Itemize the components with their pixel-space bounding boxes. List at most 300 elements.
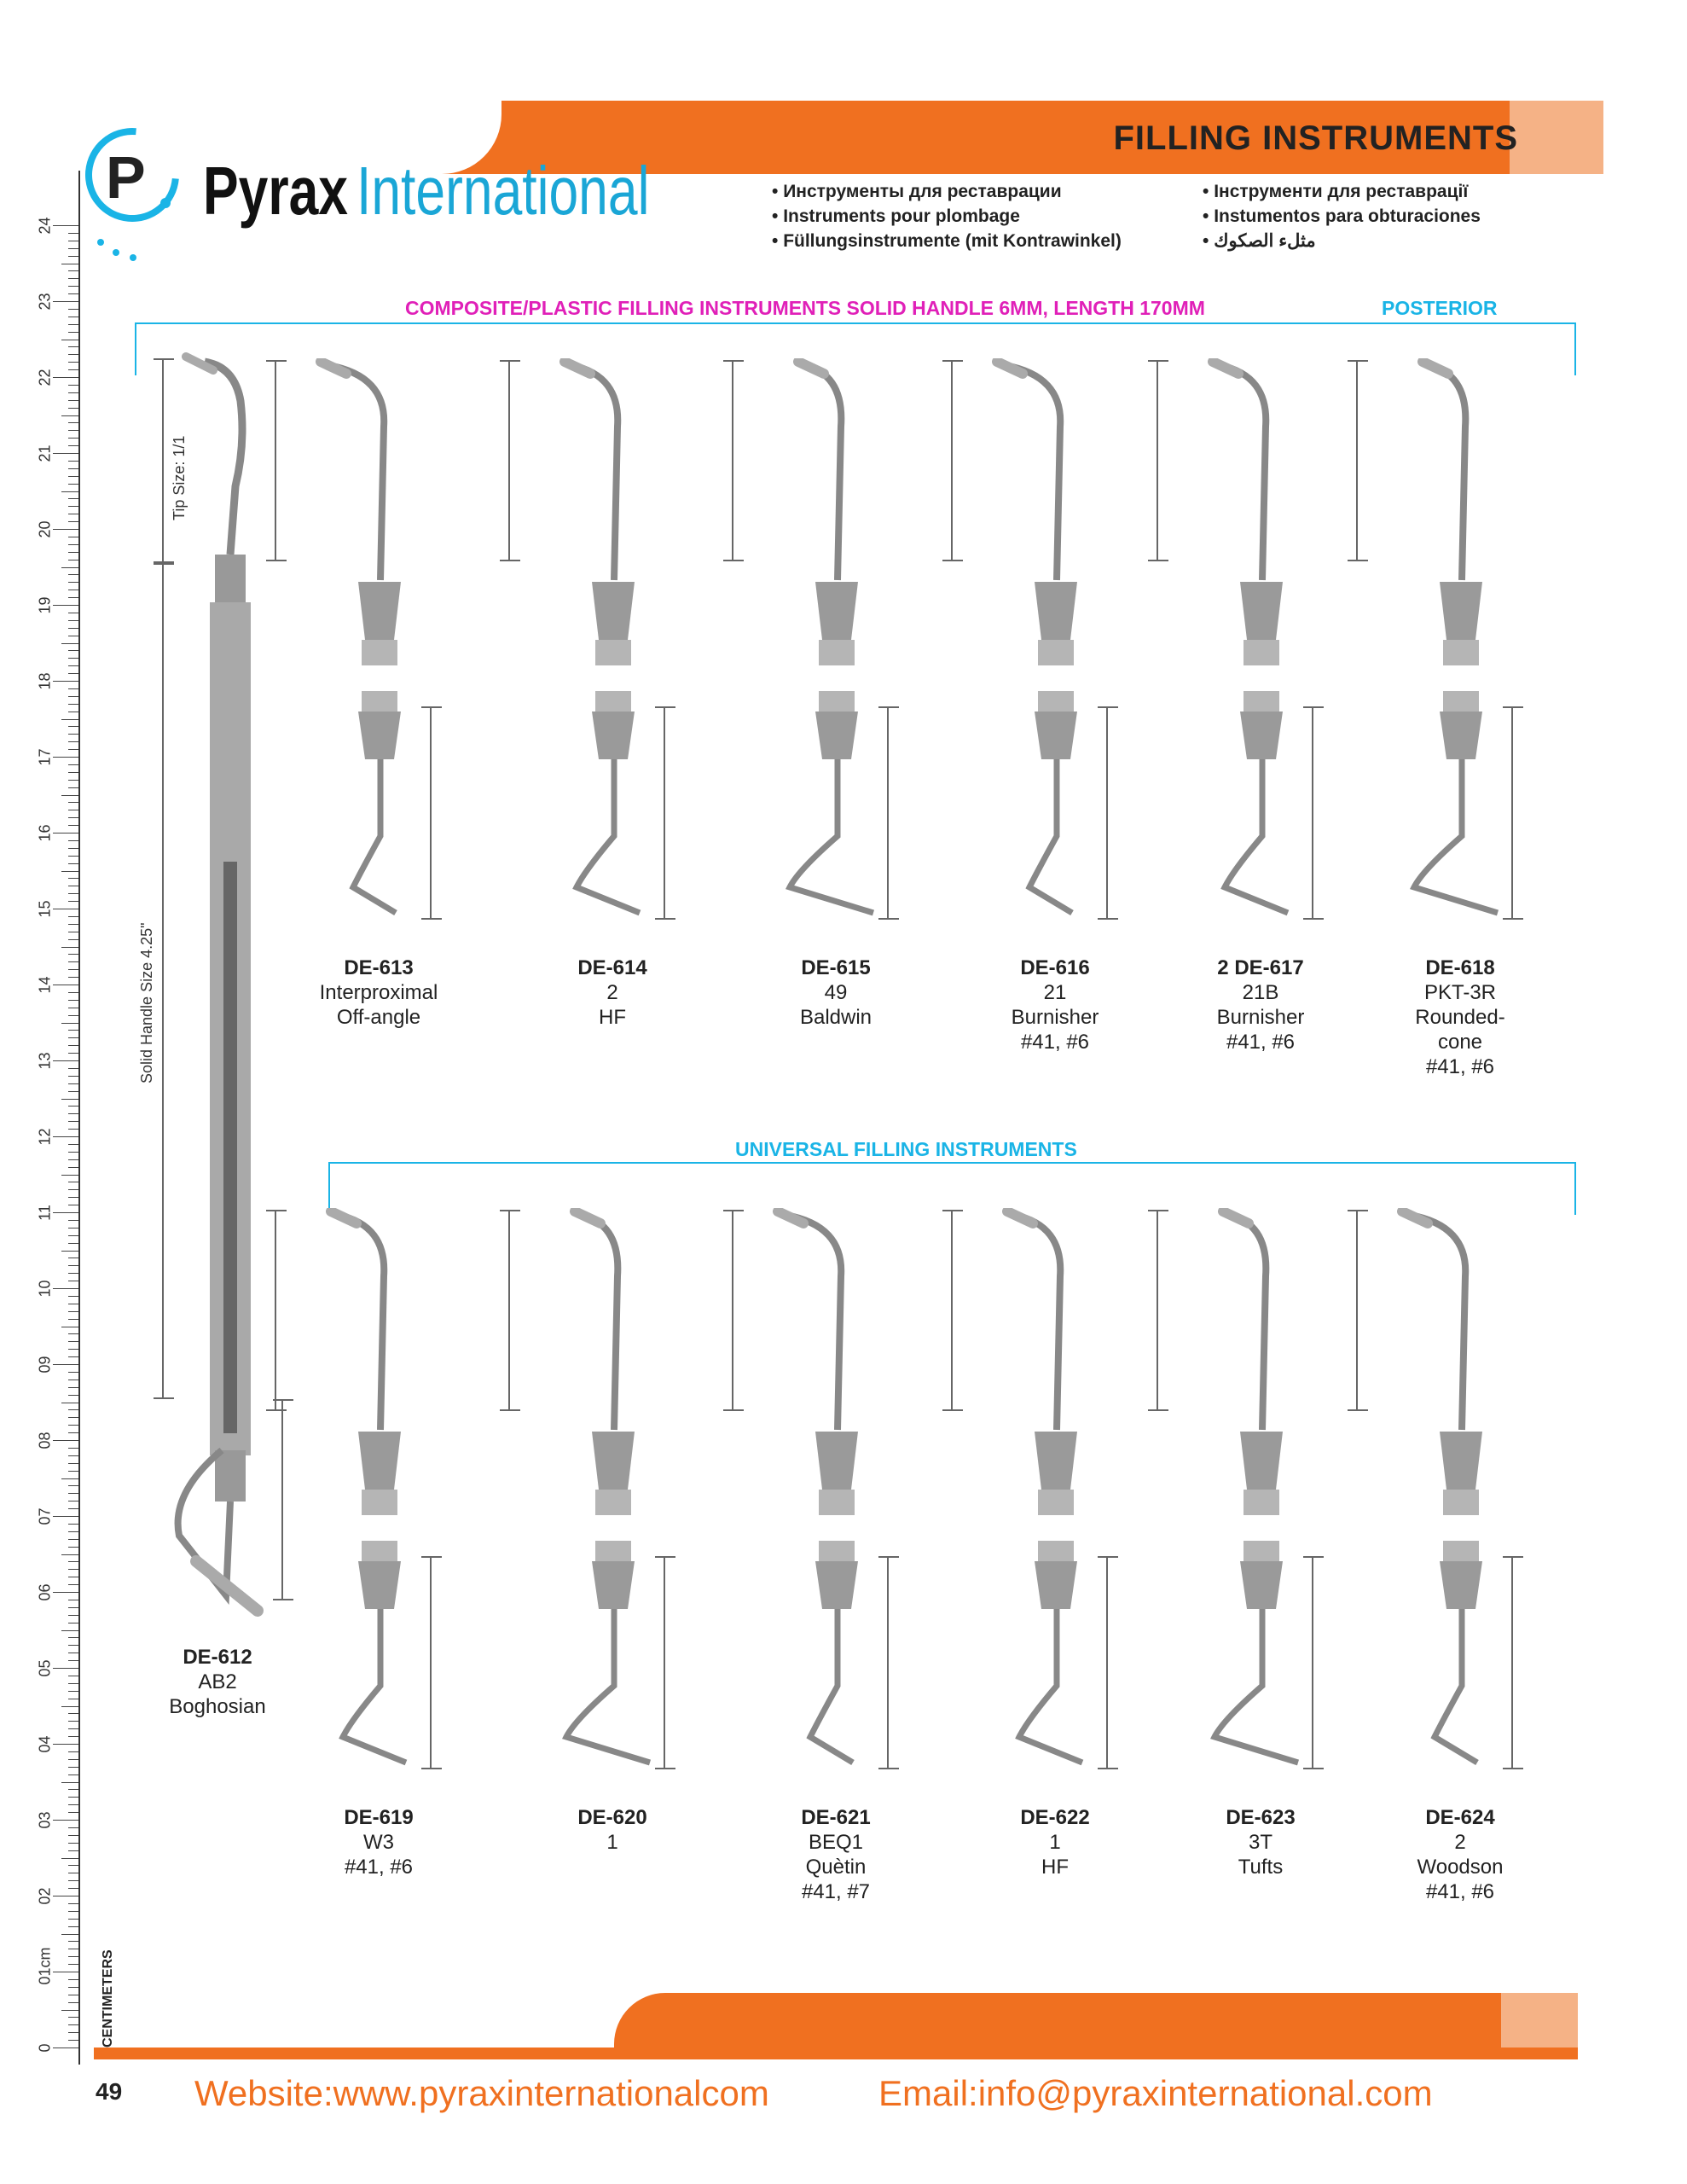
ruler-tick	[68, 2017, 78, 2018]
ruler-tick	[68, 1835, 78, 1836]
ruler-tick	[68, 1804, 78, 1805]
ruler-tick	[61, 871, 78, 872]
ruler-tick	[68, 1068, 78, 1069]
ruler-tick	[53, 377, 78, 378]
ruler-tick	[68, 476, 78, 477]
ruler-tick	[68, 1015, 78, 1016]
ruler-tick	[61, 1858, 78, 1859]
footer-stripe	[94, 2048, 1578, 2059]
logo-dot-icon	[97, 239, 104, 246]
instrument-part	[362, 1490, 397, 1515]
instrument-part	[819, 640, 855, 665]
caption-line: Rounded-	[1415, 1006, 1505, 1029]
ruler-tick	[61, 947, 78, 948]
ruler-tick	[68, 939, 78, 940]
instrument-caption	[970, 956, 1140, 1054]
ruler-tick	[68, 1091, 78, 1092]
logo-dot-icon	[130, 254, 136, 261]
tip-dimension-marker	[508, 360, 510, 561]
ruler-tick	[68, 1273, 78, 1274]
instrument-image	[978, 1208, 1132, 1771]
ruler-tick	[53, 1136, 78, 1137]
ruler-tick	[68, 362, 78, 363]
ruler-tick	[53, 1212, 78, 1213]
instrument-code: DE-622	[1020, 1806, 1090, 1829]
instrument-part	[1038, 1541, 1074, 1561]
instrument-part	[810, 1609, 853, 1763]
instrument-part	[1440, 1432, 1482, 1490]
instrument-part	[362, 640, 397, 665]
instrument-part	[592, 1432, 635, 1490]
ruler-tick	[68, 1607, 78, 1608]
instrument-part	[592, 582, 635, 640]
instrument-part	[1213, 362, 1238, 374]
instrument-part	[1440, 582, 1482, 640]
caption-line: #41, #6	[344, 1856, 414, 1879]
ruler-tick	[68, 574, 78, 575]
ruler-tick	[68, 1728, 78, 1729]
ruler-tick	[68, 552, 78, 553]
ruler-tick	[53, 1060, 78, 1061]
instrument-part	[1230, 1215, 1266, 1430]
ruler-number: 15	[36, 900, 54, 918]
ruler-number: 12	[36, 1128, 54, 1146]
ruler-number: 18	[36, 672, 54, 690]
tip-dimension-marker	[732, 360, 733, 561]
instrument-caption	[1175, 1805, 1346, 1879]
email-link[interactable]: Email:info@pyraxinternational.com	[878, 2073, 1433, 2113]
instrument-part	[1019, 1609, 1082, 1763]
ruler-tick	[68, 1349, 78, 1350]
ruler-tick	[53, 1440, 78, 1441]
caption-line: 3T	[1248, 1831, 1272, 1854]
instrument-part	[790, 759, 873, 913]
ruler-tick	[68, 1333, 78, 1334]
caption-line: 1	[1049, 1831, 1061, 1854]
instrument-caption	[293, 956, 464, 1030]
ruler-tick	[68, 422, 78, 423]
instrument-caption	[1375, 956, 1545, 1079]
ruler-tick	[68, 1759, 78, 1760]
instrument-part	[798, 362, 824, 374]
instrument-image	[536, 358, 689, 921]
ruler-tick	[68, 278, 78, 279]
ruler-number: 05	[36, 1659, 54, 1677]
tip-dimension-marker	[1106, 1556, 1108, 1769]
ruler-tick	[68, 787, 78, 788]
ruler-tick	[68, 1395, 78, 1396]
instrument-part	[1244, 1490, 1279, 1515]
ruler-tick	[68, 248, 78, 249]
instrument-de-612-image	[145, 350, 281, 1621]
ruler-tick	[68, 2002, 78, 2003]
ruler-tick	[68, 1865, 78, 1866]
ruler-tick	[53, 1744, 78, 1745]
instrument-part	[1244, 640, 1279, 665]
ruler-tick	[68, 1409, 78, 1410]
instrument-part	[353, 759, 396, 913]
ruler-tick	[68, 1843, 78, 1844]
tip-size-label: Tip Size: 1/1	[171, 435, 188, 520]
ruler-tick	[68, 1561, 78, 1562]
ruler-number: 16	[36, 824, 54, 842]
instrument-part	[1240, 712, 1283, 759]
ruler-tick	[68, 825, 78, 826]
ruler-tick	[68, 582, 78, 583]
caption-line: #41, #7	[801, 1880, 871, 1903]
instrument-code: 2 DE-617	[1217, 956, 1304, 979]
ruler-tick	[68, 461, 78, 462]
instrument-part	[362, 1541, 397, 1561]
ruler-tick	[68, 1919, 78, 1920]
instrument-part	[566, 1609, 650, 1763]
ruler-number: 24	[36, 217, 54, 235]
instrument-part	[1443, 1541, 1479, 1561]
ruler-tick	[68, 1220, 78, 1221]
ruler-tick	[68, 1471, 78, 1472]
ruler-tick	[68, 924, 78, 925]
language-line: • Instumentos para obturaciones	[1203, 206, 1481, 226]
working-end-dimension-marker	[281, 1399, 283, 1600]
caption-line: 2	[1454, 1831, 1466, 1854]
caption-line: PKT-3R	[1423, 981, 1497, 1004]
ruler-tick	[68, 354, 78, 355]
caption-line: 49	[824, 981, 848, 1004]
tip-dimension-marker	[1157, 360, 1158, 561]
caption-line: W3	[363, 1831, 394, 1854]
ruler-tick	[68, 893, 78, 894]
instrument-code: DE-612	[183, 1646, 252, 1669]
ruler-tick	[68, 665, 78, 666]
ruler-tick	[68, 1053, 78, 1054]
caption-line: 1	[606, 1831, 618, 1854]
ruler-tick	[68, 969, 78, 970]
ruler-tick	[68, 1721, 78, 1722]
ruler-tick	[53, 1820, 78, 1821]
instrument-part	[1443, 640, 1479, 665]
instrument-part	[815, 1432, 858, 1490]
ruler-tick	[68, 1584, 78, 1585]
instrument-part	[595, 1490, 631, 1515]
ruler-tick	[68, 840, 78, 841]
tip-dimension-marker	[1356, 360, 1358, 561]
ruler-number: 14	[36, 976, 54, 994]
instrument-part	[595, 691, 631, 712]
website-link[interactable]: Website:www.pyraxinternationalcom	[194, 2073, 769, 2113]
instrument-caption	[527, 956, 698, 1030]
ruler-tick	[68, 848, 78, 849]
caption-line: Boghosian	[169, 1695, 266, 1718]
ruler-tick	[68, 1045, 78, 1046]
ruler-tick	[68, 1569, 78, 1570]
ruler-tick	[68, 628, 78, 629]
ruler-tick	[68, 1144, 78, 1145]
ruler-number: 04	[36, 1735, 54, 1753]
instrument-code: DE-618	[1425, 956, 1495, 979]
ruler-tick	[68, 1493, 78, 1494]
ruler-tick	[53, 301, 78, 302]
ruler-number: 06	[36, 1583, 54, 1601]
instrument-part	[595, 640, 631, 665]
ruler-tick	[68, 521, 78, 522]
ruler-tick	[53, 681, 78, 682]
instrument-part	[565, 362, 590, 374]
instrument-part	[1223, 1211, 1249, 1223]
ruler-tick	[61, 1175, 78, 1176]
ruler-tick	[68, 673, 78, 674]
ruler-tick	[68, 901, 78, 902]
tip-dimension-marker	[1356, 1210, 1358, 1411]
instrument-image	[1184, 358, 1337, 921]
ruler-tick	[68, 1880, 78, 1881]
ruler-tick	[68, 734, 78, 735]
section-label-posterior: POSTERIOR	[1382, 297, 1498, 319]
ruler-tick	[68, 1455, 78, 1456]
caption-line: Off-angle	[336, 1006, 421, 1029]
ruler-number: 07	[36, 1507, 54, 1525]
instrument-part	[592, 1561, 635, 1609]
ruler-tick	[68, 332, 78, 333]
instrument-part	[1440, 1561, 1482, 1609]
tip-dimension-marker	[1312, 1556, 1313, 1769]
instrument-part	[1220, 365, 1266, 580]
instrument-part	[778, 1211, 803, 1223]
tip-dimension-marker	[508, 1210, 510, 1411]
ruler-tick	[68, 400, 78, 401]
ruler-tick	[68, 1432, 78, 1433]
footer-band-accent	[1501, 1993, 1578, 2049]
ruler-tick	[68, 1037, 78, 1038]
instrument-part	[815, 712, 858, 759]
brand-name-secondary: International	[357, 153, 650, 229]
ruler-tick	[68, 1197, 78, 1198]
ruler-tick	[68, 1106, 78, 1107]
tip-dimension-marker	[275, 1210, 276, 1411]
tip-dimension-marker	[732, 1210, 733, 1411]
ruler-tick	[61, 491, 78, 492]
instrument-code: DE-613	[344, 956, 414, 979]
instrument-part	[997, 362, 1023, 374]
ruler-tick	[68, 1774, 78, 1775]
instrument-part	[1215, 1609, 1298, 1763]
instrument-caption	[1175, 956, 1346, 1054]
ruler-number: 19	[36, 596, 54, 614]
tip-dimension-marker	[951, 360, 953, 561]
ruler-tick	[68, 620, 78, 621]
instrument-part	[358, 1432, 401, 1490]
instrument-code: DE-623	[1226, 1806, 1296, 1829]
ruler-tick	[68, 696, 78, 697]
caption-line: Burnisher	[1011, 1006, 1099, 1029]
instrument-part	[1429, 365, 1465, 580]
tip-dimension-marker	[887, 1556, 889, 1769]
ruler-number: 0	[36, 2043, 54, 2053]
ruler-tick	[68, 309, 78, 310]
instrument-part	[577, 759, 640, 913]
ruler-number: 09	[36, 1356, 54, 1374]
ruler-tick	[61, 1478, 78, 1479]
instrument-part	[1240, 1432, 1283, 1490]
instrument-image	[759, 358, 913, 921]
instrument-part	[819, 691, 855, 712]
instrument-part	[328, 365, 384, 580]
ruler-tick	[68, 916, 78, 917]
ruler-tick	[68, 1531, 78, 1532]
ruler-tick	[68, 1311, 78, 1312]
ruler-tick	[61, 415, 78, 416]
ruler-tick	[68, 1356, 78, 1357]
ruler-tick	[68, 1425, 78, 1426]
ruler-tick	[68, 863, 78, 864]
instrument-caption	[751, 1805, 921, 1904]
instrument-part	[1035, 712, 1077, 759]
instrument-part	[1035, 1561, 1077, 1609]
tip-dimension-marker	[162, 358, 164, 563]
ruler-tick	[68, 2040, 78, 2041]
caption-de-612	[132, 1645, 303, 1719]
ruler-tick	[68, 346, 78, 347]
ruler-tick	[68, 1243, 78, 1244]
tip-dimension-marker	[430, 1556, 432, 1769]
instrument-part	[819, 1490, 855, 1515]
ruler-tick	[68, 544, 78, 545]
instrument-part	[1423, 362, 1448, 374]
language-line: • مثلء الصكوك	[1203, 231, 1316, 251]
tip-dimension-marker	[887, 706, 889, 920]
tip-dimension-marker	[664, 1556, 665, 1769]
ruler-tick	[61, 1251, 78, 1252]
ruler-tick	[61, 1706, 78, 1707]
ruler-tick	[68, 1926, 78, 1927]
ruler-tick	[53, 1516, 78, 1517]
ruler-tick	[68, 1387, 78, 1388]
ruler-tick	[68, 1987, 78, 1988]
instrument-part	[815, 1561, 858, 1609]
ruler-number: 20	[36, 520, 54, 538]
ruler-number: 21	[36, 444, 54, 462]
caption-line: #41, #6	[1425, 1880, 1495, 1903]
ruler-tick	[68, 1956, 78, 1957]
ruler-tick	[68, 1265, 78, 1266]
ruler-number: 11	[36, 1205, 54, 1221]
ruler-tick	[68, 1501, 78, 1502]
ruler-tick	[68, 369, 78, 370]
instrument-part	[321, 362, 346, 374]
caption-line: Baldwin	[799, 1006, 872, 1029]
ruler-tick	[68, 1888, 78, 1889]
ruler-tick	[68, 1941, 78, 1942]
ruler-tick	[68, 1547, 78, 1548]
ruler-tick	[68, 1812, 78, 1813]
instrument-code: DE-616	[1020, 956, 1090, 979]
ruler-tick	[68, 498, 78, 499]
instrument-part	[1035, 582, 1077, 640]
instrument-caption	[527, 1805, 698, 1855]
caption-line: Interproximal	[319, 981, 438, 1004]
ruler-tick	[68, 1152, 78, 1153]
instrument-image	[1383, 1208, 1537, 1771]
ruler-tick	[68, 1463, 78, 1464]
ruler-tick	[68, 1539, 78, 1540]
ruler-tick	[68, 597, 78, 598]
ruler-tick	[68, 233, 78, 234]
caption-line: BEQ1	[808, 1831, 864, 1854]
instrument-image	[536, 1208, 689, 1771]
instrument-part	[1038, 691, 1074, 712]
caption-line: #41, #6	[1020, 1031, 1090, 1054]
ruler-tick	[68, 1683, 78, 1684]
ruler-number: 01cm	[36, 1947, 54, 1985]
language-line: • Інструменти для реставрації	[1203, 182, 1469, 201]
ruler-tick	[61, 719, 78, 720]
instrument-caption	[751, 956, 921, 1030]
instrument-code: DE-620	[577, 1806, 647, 1829]
handle-size-label: Solid Handle Size 4.25"	[138, 922, 155, 1083]
tip-dimension-marker	[951, 1210, 953, 1411]
ruler-tick	[68, 1319, 78, 1320]
ruler-tick	[68, 392, 78, 393]
tip-dimension-marker	[1511, 706, 1513, 920]
ruler-tick	[68, 878, 78, 879]
ruler-tick	[68, 772, 78, 773]
ruler-tick	[68, 430, 78, 431]
ruler-tick	[68, 1767, 78, 1768]
languages-left	[772, 179, 1122, 253]
instrument-part	[358, 1561, 401, 1609]
ruler-tick	[68, 1827, 78, 1828]
instrument-part	[1225, 759, 1288, 913]
ruler-number: 17	[36, 748, 54, 766]
ruler-tick	[68, 1691, 78, 1692]
instrument-part	[343, 1609, 406, 1763]
ruler-tick	[68, 954, 78, 955]
ruler-tick	[68, 1235, 78, 1236]
ruler-tick	[68, 1524, 78, 1525]
logo-dot-icon	[113, 249, 119, 256]
ruler-tick	[68, 817, 78, 818]
caption-line: 21	[1043, 981, 1067, 1004]
ruler-tick	[68, 408, 78, 409]
ruler-tick	[68, 506, 78, 507]
ruler-tick	[68, 468, 78, 469]
ruler-tick	[68, 1129, 78, 1130]
instrument-part	[575, 1211, 600, 1223]
caption-line: #41, #6	[1425, 1055, 1495, 1078]
ruler-tick	[68, 977, 78, 978]
ruler-tick	[61, 643, 78, 644]
instrument-part	[358, 712, 401, 759]
instrument-part	[1038, 1490, 1074, 1515]
languages-right	[1203, 179, 1481, 253]
ruler-tick	[68, 286, 78, 287]
instrument-part	[1443, 1490, 1479, 1515]
ruler-tick	[61, 1782, 78, 1783]
instrument-part	[362, 691, 397, 712]
ruler-tick	[68, 1030, 78, 1031]
instrument-image	[1383, 358, 1537, 921]
instrument-part	[571, 365, 617, 580]
header-band-accent	[1510, 101, 1603, 174]
ruler-tick	[61, 2010, 78, 2011]
ruler-tick	[53, 833, 78, 834]
ruler-number: 22	[36, 369, 54, 386]
ruler-tick	[68, 324, 78, 325]
tip-dimension-marker	[430, 706, 432, 920]
instrument-part	[1402, 1211, 1428, 1223]
language-line: • Füllungsinstrumente (mit Kontrawinkel)	[772, 231, 1122, 251]
ruler-tick	[68, 1485, 78, 1486]
instrument-part	[1240, 582, 1283, 640]
